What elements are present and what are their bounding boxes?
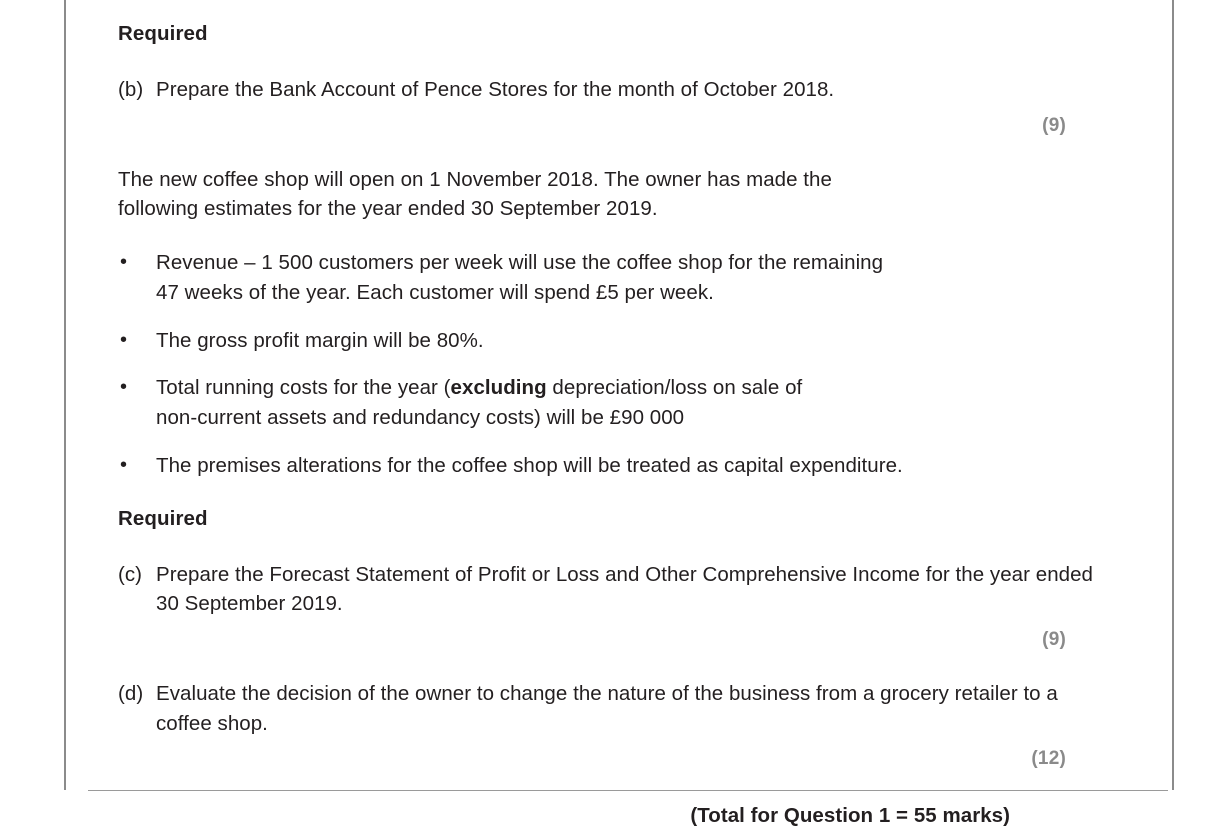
list-item-body xyxy=(156,451,1118,481)
page-right-rule xyxy=(1172,0,1174,790)
list-item xyxy=(118,248,1118,307)
list-item-body xyxy=(156,248,1118,307)
list-item-line-1 xyxy=(156,373,1118,403)
question-c xyxy=(118,560,1118,619)
required-heading-1: Required xyxy=(118,22,208,45)
list-item-line-1: The gross profit margin will be 80%. xyxy=(156,328,484,352)
list-item-body xyxy=(156,326,1118,356)
bullet-icon: • xyxy=(120,453,128,476)
question-b xyxy=(118,75,1118,105)
required-heading-2: Required xyxy=(118,506,208,530)
question-c-label: (c) xyxy=(118,562,143,586)
running-costs-post: depreciation/loss on sale of xyxy=(546,376,803,400)
question-d xyxy=(118,679,1118,738)
question-c-marks: (9) xyxy=(1042,629,1066,650)
list-item-line-1: The premises alterations for the coffee shop will be treated as capital expenditure. xyxy=(156,453,903,477)
list-item xyxy=(118,451,1118,481)
list-item-line-2: non-current assets and redundancy costs) will be £90 000 xyxy=(156,406,685,430)
question-d-label: (d) xyxy=(118,682,144,705)
question-d-text: Evaluate the decision of the owner to change the nature of the business from a grocery retailer to a coffee shop. xyxy=(156,682,1058,735)
intro-line-2: following estimates for the year ended 30 September 2019. xyxy=(118,197,658,221)
running-costs-pre: Total running costs for the year ( xyxy=(156,376,451,400)
question-b-text: Prepare the Bank Account of Pence Stores for the month of October 2018. xyxy=(156,78,835,102)
estimates-list xyxy=(118,248,1118,480)
question-c-text: Prepare the Forecast Statement of Profit or Loss and Other Comprehensive Income for the year ended 30 September 2019. xyxy=(156,562,1093,616)
excluding-emphasis: excluding xyxy=(450,376,547,400)
question-b-marks: (9) xyxy=(1042,114,1066,136)
list-item-line-1: Revenue – 1 500 customers per week will use the coffee shop for the remaining xyxy=(156,251,884,275)
list-item-body xyxy=(156,373,1118,432)
total-marks-line: (Total for Question 1 = 55 marks) xyxy=(690,804,1010,828)
list-item-line-2: 47 weeks of the year. Each customer will spend £5 per week. xyxy=(156,280,714,304)
question-b-label: (b) xyxy=(118,78,144,102)
bullet-icon: • xyxy=(120,328,128,351)
bullet-icon: • xyxy=(120,376,128,399)
list-item xyxy=(118,326,1118,356)
bullet-icon: • xyxy=(120,251,128,274)
intro-line-1: The new coffee shop will open on 1 November 2018. The owner has made the xyxy=(118,167,832,191)
page-left-rule xyxy=(64,0,66,790)
question-d-marks: (12) xyxy=(1031,748,1066,770)
list-item xyxy=(118,373,1118,432)
page-content xyxy=(118,0,1118,828)
